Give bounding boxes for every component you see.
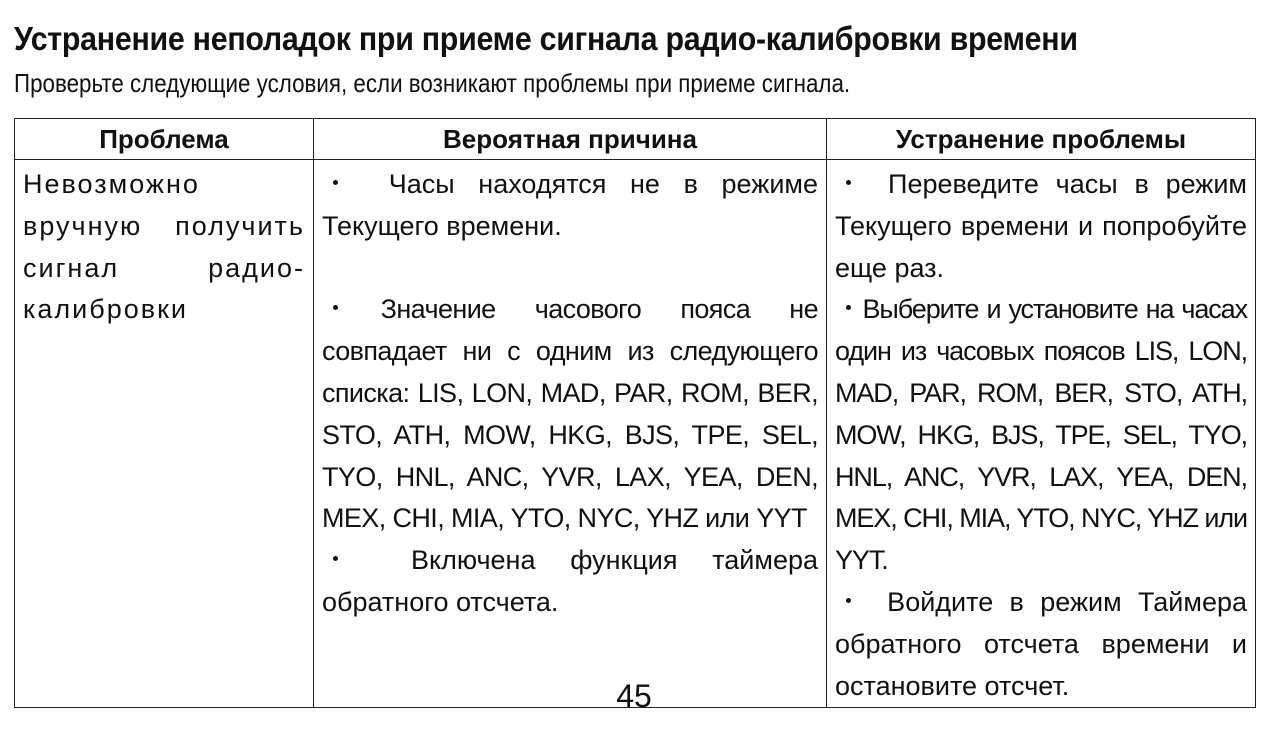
problem-text: Невозможно вручную получить сигнал радио-калибровки [23,169,305,325]
problem-cell [15,160,314,708]
solution-3: ・ Войдите в режим Таймера обратного отсчета времени и остановите отсчет. [835,586,1247,701]
header-solution: Устранение проблемы [827,119,1256,160]
page-title: Устранение неполадок при приеме сигнала радио-калибровки времени [14,20,1078,57]
solution-1: ・ Переведите часы в режим Текущего времени и попробуйте еще раз. [835,169,1247,283]
solution-cell [827,160,1256,708]
table-row [15,160,1256,708]
page-number: 45 [616,678,652,714]
page-subtitle: Проверьте следующие условия, если возникают проблемы при приеме сигнала. [14,68,851,98]
cause-cell [314,160,827,708]
header-cause: Вероятная причина [314,119,827,160]
solution-2: ・Выберите и установите на часах один из часовых поясов LIS, LON, MAD, PAR, ROM, BER, STO, ATH, MOW, HKG, BJS, TPE, SEL, TYO, HNL, ANC, YVR, LAX, YEA, DEN, MEX, CHI, MIA, YTO, NYC, YHZ или YYT. [835,294,1247,576]
cause-3: ・ Включена функция таймера обратного отсчета. [322,545,818,617]
troubleshooting-table [14,118,1256,708]
cause-2: ・Значение часового пояса не совпадает ни с одним из следующего списка: LIS, LON, MAD, PAR, ROM, BER, STO, ATH, MOW, HKG, BJS, TPE, SEL, TYO, HNL, ANC, YVR, LAX, YEA, DEN, MEX, CHI, MIA, YTO, NYC, YHZ или YYT [322,294,818,534]
cause-spacer [322,248,818,290]
table-header-row [15,119,1256,160]
cause-1: ・ Часы находятся не в режиме Текущего времени. [322,169,818,241]
header-problem: Проблема [15,119,314,160]
